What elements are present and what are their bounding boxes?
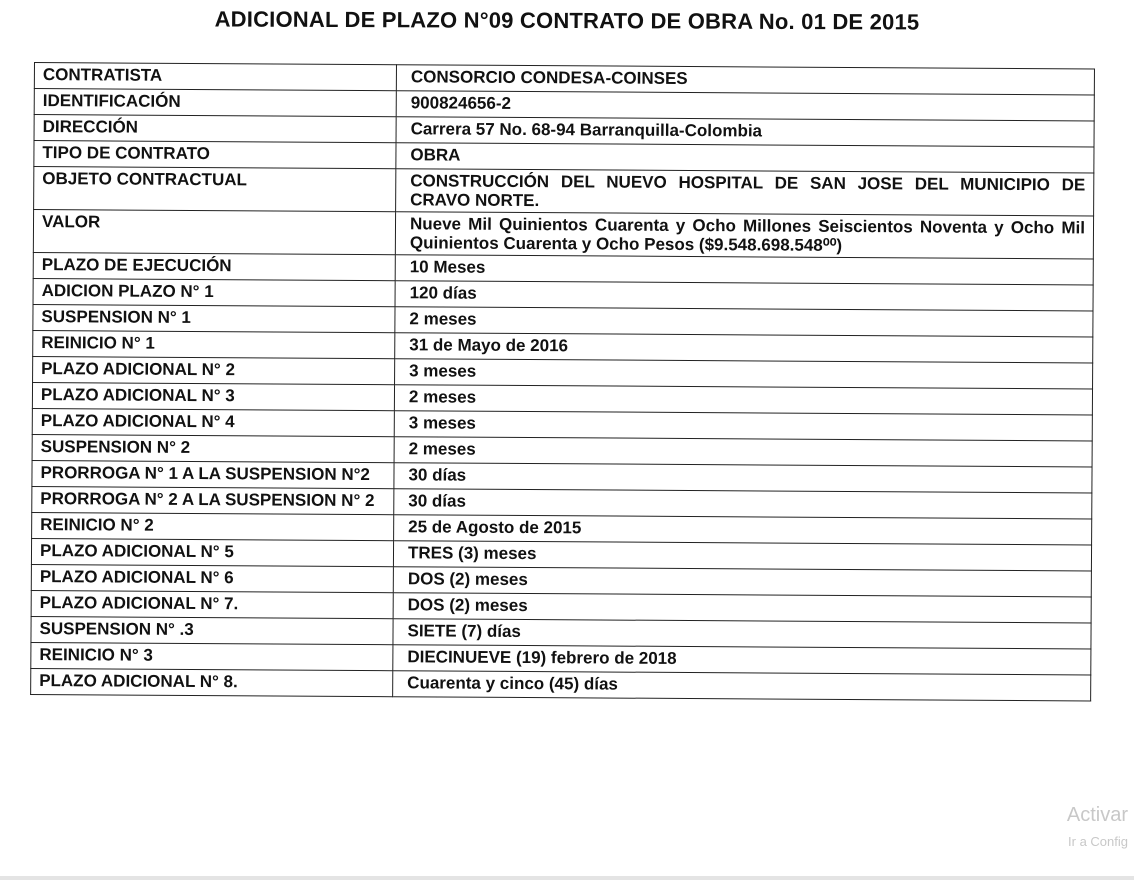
row-value: 3 meses <box>395 359 1093 389</box>
document-title: ADICIONAL DE PLAZO N°09 CONTRATO DE OBRA No. 01 DE 2015 <box>214 6 920 35</box>
row-label: DIRECCIÓN <box>34 115 396 143</box>
row-label: PLAZO ADICIONAL N° 5 <box>31 538 393 566</box>
table-row <box>31 668 1091 700</box>
window-bottom-edge <box>0 876 1134 880</box>
row-label: PLAZO DE EJECUCIÓN <box>33 252 395 280</box>
contract-table <box>30 62 1095 701</box>
row-value: 900824656-2 <box>396 91 1094 121</box>
row-value: DIECINUEVE (19) febrero de 2018 <box>393 645 1091 675</box>
row-label: REINICIO N° 2 <box>32 512 394 540</box>
row-label: VALOR <box>33 210 395 255</box>
row-label: SUSPENSION N° 1 <box>33 304 395 332</box>
row-label: PLAZO ADICIONAL N° 2 <box>33 356 395 384</box>
row-label: REINICIO N° 1 <box>33 330 395 358</box>
row-value: 31 de Mayo de 2016 <box>395 333 1093 363</box>
row-value: DOS (2) meses <box>393 567 1091 597</box>
row-label: CONTRATISTA <box>34 63 396 91</box>
row-value: 2 meses <box>395 307 1093 337</box>
row-label: OBJETO CONTRACTUAL <box>34 167 396 212</box>
row-value: TRES (3) meses <box>393 541 1091 571</box>
row-label: PLAZO ADICIONAL N° 3 <box>32 382 394 410</box>
row-value: CONSORCIO CONDESA-COINSES <box>396 65 1094 95</box>
row-label: PRORROGA N° 1 A LA SUSPENSION N°2 <box>32 460 394 488</box>
row-label: PLAZO ADICIONAL N° 8. <box>31 668 393 696</box>
row-label: PLAZO ADICIONAL N° 4 <box>32 408 394 436</box>
table-row <box>34 167 1094 216</box>
row-value: DOS (2) meses <box>393 593 1091 623</box>
row-label: PLAZO ADICIONAL N° 6 <box>31 564 393 592</box>
row-value: Carrera 57 No. 68-94 Barranquilla-Colombia <box>396 117 1094 147</box>
row-value: CONSTRUCCIÓN DEL NUEVO HOSPITAL DE SAN JOSE DEL MUNICIPIO DE CRAVO NORTE. <box>396 169 1094 216</box>
contract-sheet <box>30 62 1094 701</box>
row-value: SIETE (7) días <box>393 619 1091 649</box>
activation-watermark-subtext: Ir a Config <box>1068 834 1128 849</box>
row-value: 25 de Agosto de 2015 <box>394 515 1092 545</box>
row-value: 30 días <box>394 489 1092 519</box>
row-label: SUSPENSION N° .3 <box>31 616 393 644</box>
table-row <box>33 210 1093 259</box>
row-value: Nueve Mil Quinientos Cuarenta y Ocho Millones Seiscientos Noventa y Ocho Mil Quinientos Cuarenta y Ocho Pesos ($9.548.698.548⁰⁰) <box>395 212 1093 259</box>
row-value: OBRA <box>396 143 1094 173</box>
row-label: PRORROGA N° 2 A LA SUSPENSION N° 2 <box>32 486 394 514</box>
row-label: PLAZO ADICIONAL N° 7. <box>31 590 393 618</box>
row-value: 30 días <box>394 463 1092 493</box>
activation-watermark: Activar <box>1066 804 1128 826</box>
row-label: ADICION PLAZO N° 1 <box>33 278 395 306</box>
row-label: IDENTIFICACIÓN <box>34 89 396 117</box>
row-label: TIPO DE CONTRATO <box>34 141 396 169</box>
row-label: SUSPENSION N° 2 <box>32 434 394 462</box>
row-value: 2 meses <box>394 385 1092 415</box>
row-value: 10 Meses <box>395 255 1093 285</box>
row-value: 2 meses <box>394 437 1092 467</box>
row-value: 120 días <box>395 281 1093 311</box>
row-value: Cuarenta y cinco (45) días <box>393 671 1091 701</box>
row-label: REINICIO N° 3 <box>31 642 393 670</box>
row-value: 3 meses <box>394 411 1092 441</box>
